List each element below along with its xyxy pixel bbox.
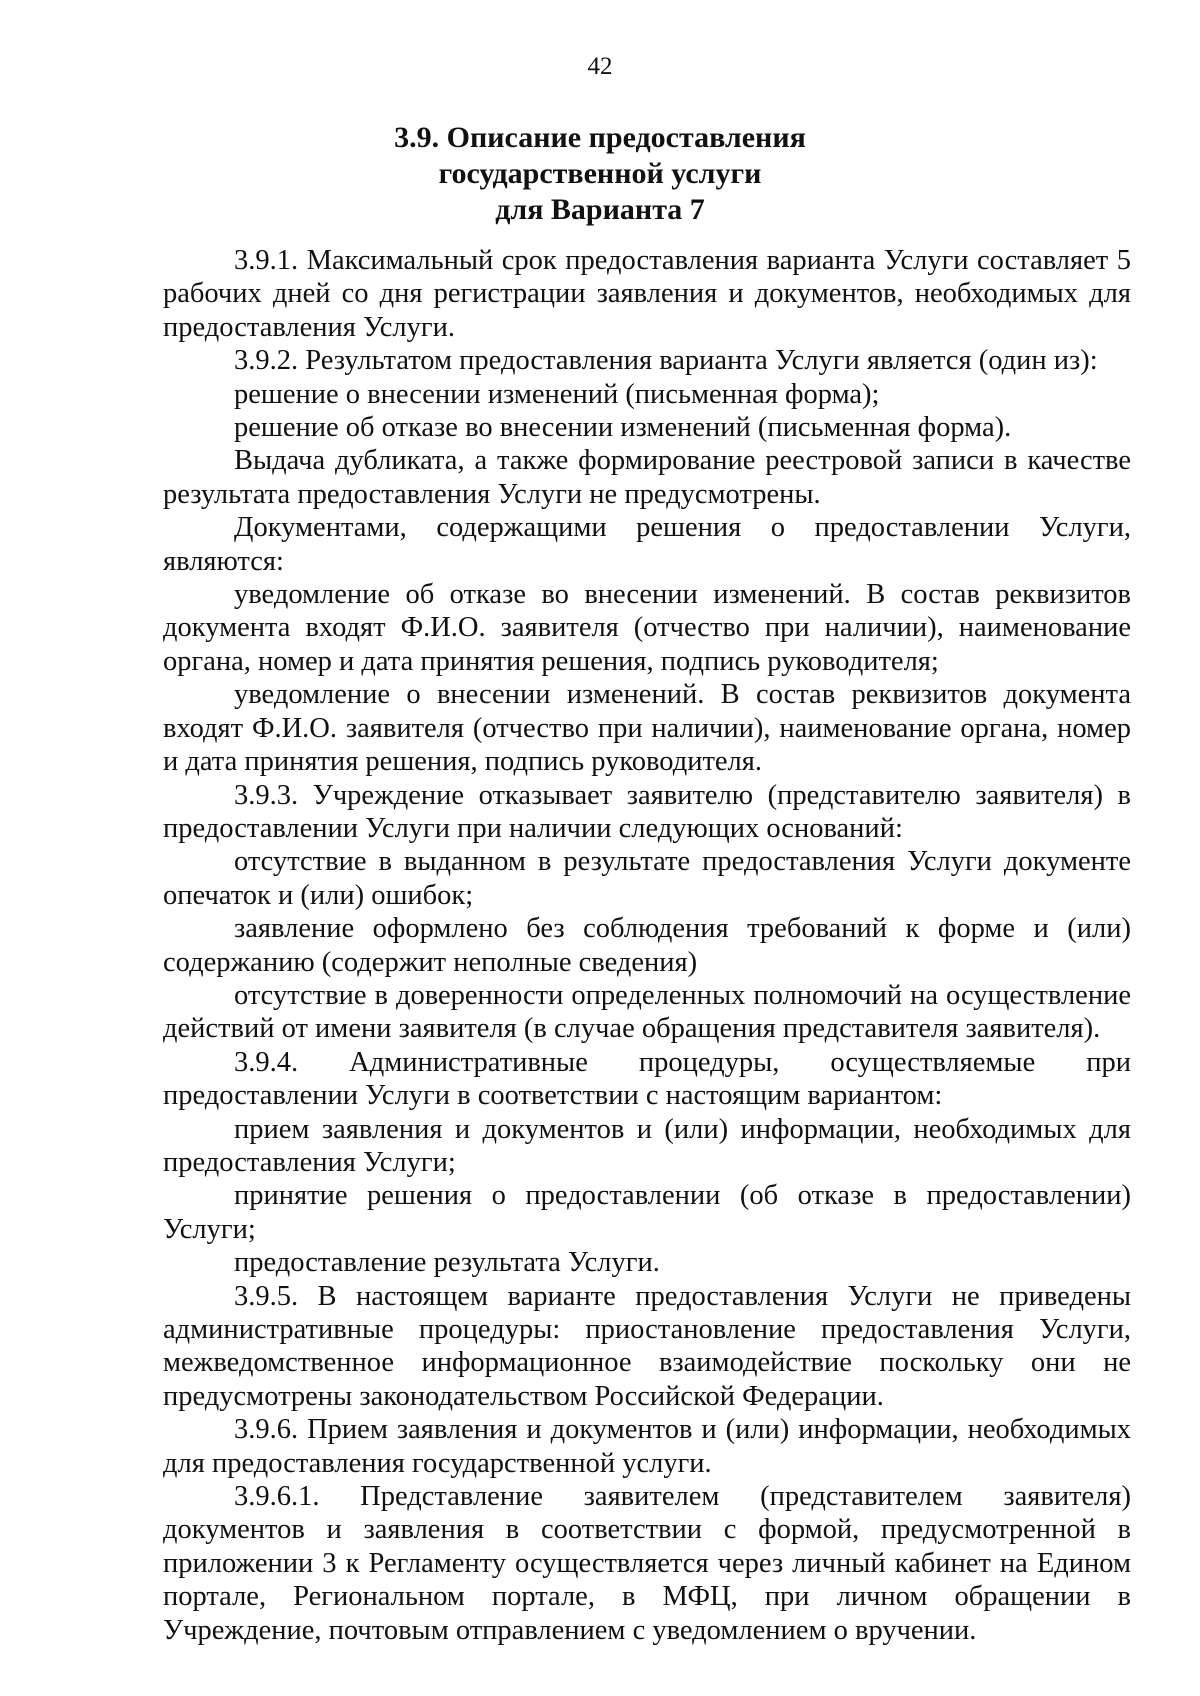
- list-item: прием заявления и документов и (или) информации, необходимых для предоставления Услуги;: [163, 1113, 1131, 1178]
- section-title-line: для Варианта 7: [495, 193, 705, 226]
- paragraph-3-9-6-1: 3.9.6.1. Представление заявителем (представителем заявителя) документов и заявления в соответствии с формой, предусмотренной в приложении 3 к Регламенту осуществляется через личный кабинет на Едином портале, Региональном портале, в МФЦ, при личном обращении в Учреждение, почтовым отправлением с уведомлением о вручении.: [163, 1481, 1131, 1646]
- list-item: решение об отказе во внесении изменений (письменная форма).: [234, 412, 1012, 444]
- list-item: заявление оформлено без соблюдения требований к форме и (или) содержанию (содержит неполные сведения): [163, 913, 1131, 978]
- paragraph-3-9-2: 3.9.2. Результатом предоставления варианта Услуги является (один из):: [234, 345, 1098, 377]
- page-number: 42: [587, 53, 613, 80]
- paragraph: Выдача дубликата, а также формирование реестровой записи в качестве результата предоставления Услуги не предусмотрены.: [163, 445, 1131, 510]
- section-title-line: 3.9. Описание предоставления: [394, 121, 806, 154]
- list-item: отсутствие в доверенности определенных полномочий на осуществление действий от имени заявителя (в случае обращения представителя заявителя).: [163, 979, 1131, 1045]
- paragraph-3-9-1: 3.9.1. Максимальный срок предоставления варианта Услуги составляет 5 рабочих дней со дня регистрации заявления и документов, необходимых для предоставления Услуги.: [163, 245, 1131, 343]
- paragraph-3-9-4: 3.9.4. Административные процедуры, осуществляемые при предоставлении Услуги в соответствии с настоящим вариантом:: [163, 1046, 1131, 1112]
- list-item: предоставление результата Услуги.: [234, 1247, 660, 1279]
- document-body: [163, 244, 1131, 1647]
- list-item: решение о внесении изменений (письменная форма);: [234, 378, 880, 410]
- list-item: уведомление о внесении изменений. В состав реквизитов документа входят Ф.И.О. заявителя (отчество при наличии), наименование органа, номер и дата принятия решения, подпись руководителя.: [163, 679, 1131, 778]
- section-title-line: государственной услуги: [438, 157, 762, 190]
- paragraph-3-9-6: 3.9.6. Прием заявления и документов и (или) информации, необходимых для предоставления государственной услуги.: [163, 1414, 1131, 1479]
- list-item: отсутствие в выданном в результате предоставления Услуги документе опечаток и (или) ошибок;: [163, 846, 1131, 911]
- list-item: уведомление об отказе во внесении изменений. В состав реквизитов документа входят Ф.И.О. заявителя (отчество при наличии), наименование органа, номер и дата принятия решения, подпись руководителя;: [163, 579, 1131, 677]
- section-title: [0, 120, 1200, 228]
- paragraph-3-9-5: 3.9.5. В настоящем варианте предоставления Услуги не приведены административные процедуры: приостановление предоставления Услуги, межведомственное информационное взаимодействие поскольку они не предусмотрены законодательством Российской Федерации.: [163, 1280, 1131, 1412]
- list-item: принятие решения о предоставлении (об отказе в предоставлении) Услуги;: [163, 1180, 1131, 1245]
- paragraph-3-9-3: 3.9.3. Учреждение отказывает заявителю (представителю заявителя) в предоставлении Услуги при наличии следующих оснований:: [163, 779, 1131, 844]
- paragraph: Документами, содержащими решения о предоставлении Услуги, являются:: [163, 512, 1131, 577]
